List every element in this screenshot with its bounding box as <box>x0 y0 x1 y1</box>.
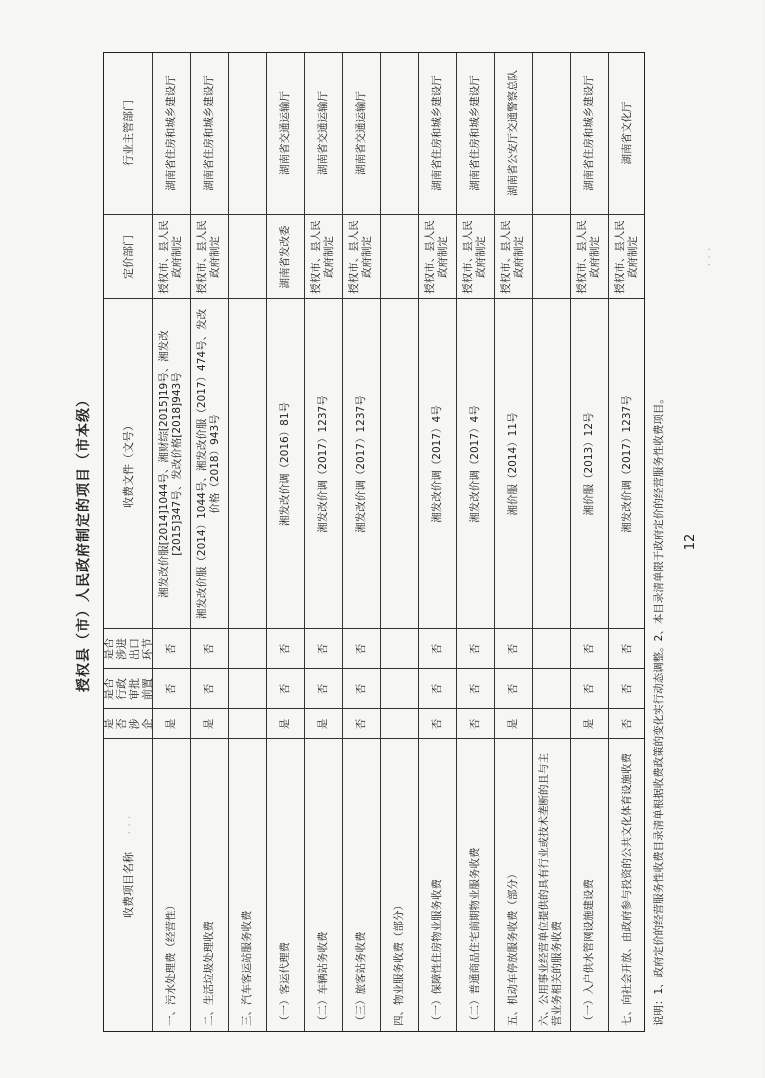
admin-approval-cell: 否 <box>354 683 367 695</box>
admin-approval-cell: 否 <box>430 683 443 695</box>
table-note: 说明：1、政府定价的经营服务性收费目录清单根据收费政策的变化实行动态调整。2、本目录清单限于政府定价的经营服务性收费项目。 <box>653 393 665 1026</box>
admin-approval-cell: 否 <box>164 683 177 695</box>
import-export-cell: 否 <box>354 643 367 655</box>
involves-enterprise-cell: 是 <box>506 718 519 730</box>
fee-document-cell: 湘价服（2013）12号 <box>582 412 595 516</box>
involves-enterprise-cell: 是 <box>164 718 177 730</box>
admin-approval-cell: 否 <box>468 683 481 695</box>
involves-enterprise-cell: 否 <box>468 718 481 730</box>
industry-dept-cell: 湖南省公安厅交通警察总队 <box>506 70 519 196</box>
fee-name-cell: 三、汽车客运站服务收费 <box>240 910 253 1026</box>
fee-name-cell: 二、生活垃圾处理收费 <box>202 921 215 1026</box>
import-export-cell <box>532 629 570 669</box>
import-export-cell: 否 <box>620 643 633 655</box>
involves-enterprise-cell <box>228 709 266 739</box>
fee-name-cell: （二）车辆站务收费 <box>316 931 329 1026</box>
fee-document-cell: 湘发改价调（2017）1237号 <box>354 395 367 533</box>
fee-name-cell: 七、向社会开放、由政府参与投资的公共文化体育设施收费 <box>620 753 633 1026</box>
admin-approval-cell: 否 <box>316 683 329 695</box>
import-export-cell: 否 <box>468 643 481 655</box>
involves-enterprise-cell: 是 <box>316 718 329 730</box>
involves-enterprise-cell <box>380 709 418 739</box>
import-export-cell: 否 <box>506 643 519 655</box>
pricing-dept-cell: 授权市、县人民政府制定 <box>614 220 639 294</box>
pricing-dept-cell: 湖南省发改委 <box>278 225 291 289</box>
involves-enterprise-cell: 是 <box>278 718 291 730</box>
pricing-dept-cell <box>228 215 266 299</box>
industry-dept-cell <box>380 51 418 215</box>
pricing-dept-cell: 授权市、县人民政府制定 <box>424 220 449 294</box>
industry-dept-cell: 湖南省住房和城乡建设厅 <box>582 75 595 191</box>
pricing-dept-cell: 授权市、县人民政府制定 <box>576 220 601 294</box>
pricing-dept-cell <box>380 215 418 299</box>
fee-name-cell: （一）入户供水管网设施建设费 <box>582 879 595 1026</box>
pricing-dept-cell: 授权市、县人民政府制定 <box>196 220 221 294</box>
involves-enterprise-cell: 否 <box>430 718 443 730</box>
import-export-cell <box>228 629 266 669</box>
fee-document-cell: 湘发改价调（2017）4号 <box>430 405 443 523</box>
industry-dept-cell: 湖南省交通运输厅 <box>278 91 291 175</box>
admin-approval-cell: 否 <box>278 683 291 695</box>
header-admin-approval: 是否行政审批前置 <box>102 678 154 700</box>
pricing-dept-cell: 授权市、县人民政府制定 <box>500 220 525 294</box>
fee-name-cell: 五、机动车停放服务收费（部分） <box>506 868 519 1026</box>
fee-document-cell <box>380 299 418 629</box>
fee-name-cell: （二）普通商品住宅前期物业服务收费 <box>468 847 481 1026</box>
industry-dept-cell: 湖南省文化厅 <box>620 101 633 165</box>
industry-dept-cell: 湖南省交通运输厅 <box>316 91 329 175</box>
involves-enterprise-cell: 否 <box>354 718 367 730</box>
fee-name-cell: （三）旅客站务收费 <box>354 931 367 1026</box>
header-import-export: 是否涉进出口环节 <box>102 638 154 660</box>
fee-document-cell <box>228 299 266 629</box>
header-pricing-dept: 定价部门 <box>121 235 135 279</box>
admin-approval-cell: 否 <box>582 683 595 695</box>
admin-approval-cell: 否 <box>506 683 519 695</box>
fee-name-cell: 四、物业服务收费（部分） <box>392 900 405 1026</box>
involves-enterprise-cell <box>532 709 570 739</box>
fee-document-cell: 湘发改价调（2017）1237号 <box>316 395 329 533</box>
admin-approval-cell: 否 <box>620 683 633 695</box>
import-export-cell: 否 <box>582 643 595 655</box>
admin-approval-cell <box>380 669 418 709</box>
admin-approval-cell <box>228 669 266 709</box>
fee-document-cell: 湘发改价服[2014]1044号、湘财综[2015]19号、湘发改[2015]347号、发改价格[2018]943号 <box>158 330 183 598</box>
pricing-dept-cell <box>532 215 570 299</box>
industry-dept-cell <box>228 51 266 215</box>
page-number: 12 <box>683 533 698 551</box>
industry-dept-cell <box>532 51 570 215</box>
table-title: 授权县（市）人民政府制定的项目（市本级） <box>76 392 92 692</box>
import-export-cell: 否 <box>164 643 177 655</box>
fee-document-cell: 湘发改价调（2017）4号 <box>468 405 481 523</box>
fee-document-cell <box>532 299 570 629</box>
import-export-cell: 否 <box>430 643 443 655</box>
header-fee-document: 收费文件（文号） <box>121 420 135 508</box>
scan-mark: · · · <box>122 815 137 835</box>
fee-name-cell: （一）保障性住房物业服务收费 <box>430 879 443 1026</box>
pricing-dept-cell: 授权市、县人民政府制定 <box>310 220 335 294</box>
industry-dept-cell: 湖南省住房和城乡建设厅 <box>202 75 215 191</box>
pricing-dept-cell: 授权市、县人民政府制定 <box>158 220 183 294</box>
fee-name-cell: 一、污水处理费（经营性） <box>164 900 177 1026</box>
fee-document-cell: 湘发改价服（2014）1044号、湘发改价服（2017）474号、发改价格（2018）943号 <box>196 308 221 620</box>
fee-document-cell: 湘发改价调（2016）81号 <box>278 401 291 527</box>
import-export-cell <box>380 629 418 669</box>
industry-dept-cell: 湖南省住房和城乡建设厅 <box>468 75 481 191</box>
involves-enterprise-cell: 是 <box>202 718 215 730</box>
pricing-dept-cell: 授权市、县人民政府制定 <box>348 220 373 294</box>
industry-dept-cell: 湖南省住房和城乡建设厅 <box>430 75 443 191</box>
rotated-table-page <box>65 52 765 1032</box>
scan-mark: · · · <box>702 247 717 267</box>
industry-dept-cell: 湖南省住房和城乡建设厅 <box>164 75 177 191</box>
header-industry-dept: 行业主管部门 <box>121 100 135 166</box>
fee-name-cell: 六、公用事业经营单位提供的具有行业或技术垄断的且与主营业务相关的服务收费 <box>538 753 563 1026</box>
fee-document-cell: 湘价服（2014）11号 <box>506 412 519 516</box>
admin-approval-cell <box>532 669 570 709</box>
import-export-cell: 否 <box>316 643 329 655</box>
import-export-cell: 否 <box>278 643 291 655</box>
industry-dept-cell: 湖南省交通运输厅 <box>354 91 367 175</box>
header-involves-enterprise: 是否涉企 <box>102 718 154 730</box>
pricing-dept-cell: 授权市、县人民政府制定 <box>462 220 487 294</box>
header-fee-name: 收费项目名称 <box>121 852 135 918</box>
fee-name-cell: （一）客运代理费 <box>278 942 291 1026</box>
involves-enterprise-cell: 否 <box>620 718 633 730</box>
fee-table <box>103 52 645 1032</box>
import-export-cell: 否 <box>202 643 215 655</box>
admin-approval-cell: 否 <box>202 683 215 695</box>
fee-document-cell: 湘发改价调（2017）1237号 <box>620 395 633 533</box>
involves-enterprise-cell: 是 <box>582 718 595 730</box>
